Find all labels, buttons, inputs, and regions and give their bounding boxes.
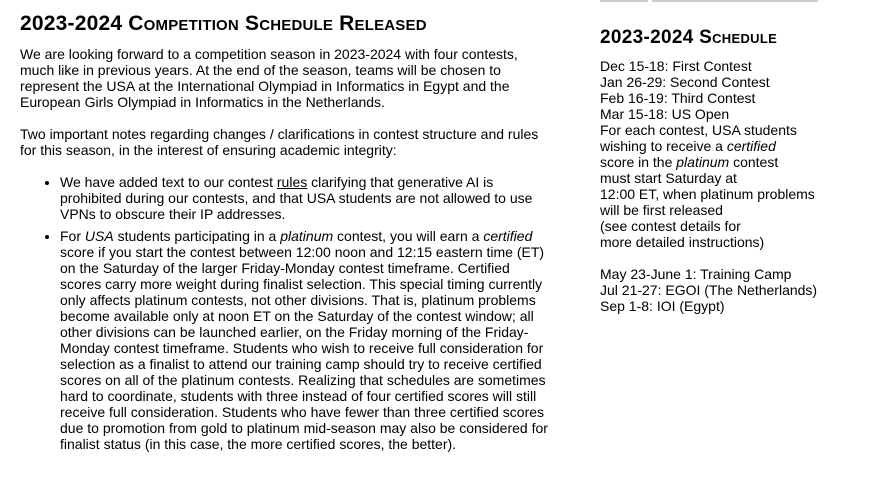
intro-paragraph: We are looking forward to a competition season in 2023-2024 with four contests, much like in previous years. At the end of the season, teams will be chosen to represent the USA at the International Olympiad in Informatics in Egypt and the European Girls Olympiad in Informatics in the Netherlands.: [20, 46, 518, 110]
list-item: • We have added text to our contest rules clarifying that generative AI is prohibited during our contests, and that USA students are not allowed to use VPNs to obscure their IP addresses.: [60, 174, 550, 222]
tab-underline: [600, 0, 648, 2]
schedule-item: Dec 15-18: First Contest: [600, 58, 752, 74]
schedule-item: Jul 21-27: EGOI (The Netherlands): [600, 282, 818, 298]
schedule-sidebar: [600, 0, 870, 314]
contest-list: [600, 58, 870, 122]
schedule-item: Jan 26-29: Second Contest: [600, 74, 770, 90]
sidebar-tabs: [600, 0, 870, 2]
rules-link[interactable]: rules: [276, 174, 308, 190]
announcement: [20, 10, 550, 458]
schedule-item: Feb 16-19: Third Contest: [600, 90, 756, 106]
schedule-item: Sep 1-8: IOI (Egypt): [600, 298, 725, 314]
tab-underline: [652, 0, 818, 2]
certified-note: For each contest, USA students wishing to receive a certified score in the platinum contest must start Saturday at 12:00 ET, when platinum problems will be first released (see contest details for more detailed instructions): [600, 122, 815, 250]
notes-intro-paragraph: Two important notes regarding changes / clarifications in contest structure and rules for this season, in the interest of ensuring academic integrity:: [20, 126, 539, 158]
schedule-title: 2023-2024 Schedule: [600, 27, 778, 48]
list-item: • For USA students participating in a platinum contest, you will earn a certified score if you start the contest between 12:00 noon and 12:15 eastern time (ET) on the Saturday of the larger Friday-Monday contest timeframe. Certified scores carry more weight during finalist selection. This special timing currently only affects platinum contests, not other divisions. That is, platinum problems become available only at noon ET on the Saturday of the contest window; all other divisions can be launched earlier, on the Friday morning of the Friday-Monday contest timeframe. Students who wish to receive full consideration for selection as a finalist to attend our training camp should try to receive certified scores on all of the platinum contests. Realizing that schedules are sometimes hard to coordinate, students with three instead of four certified scores will still receive full consideration. Students who have fewer than three certified scores due to promotion from gold to platinum mid-season may also be considered for finalist status (in this case, the more certified scores, the better).: [60, 228, 550, 452]
schedule-item: Mar 15-18: US Open: [600, 106, 730, 122]
schedule-item: May 23-June 1: Training Camp: [600, 266, 792, 282]
announcement-title: 2023-2024 Competition Schedule Released: [20, 12, 427, 35]
notes-list: [20, 174, 550, 452]
event-list: [600, 266, 870, 314]
